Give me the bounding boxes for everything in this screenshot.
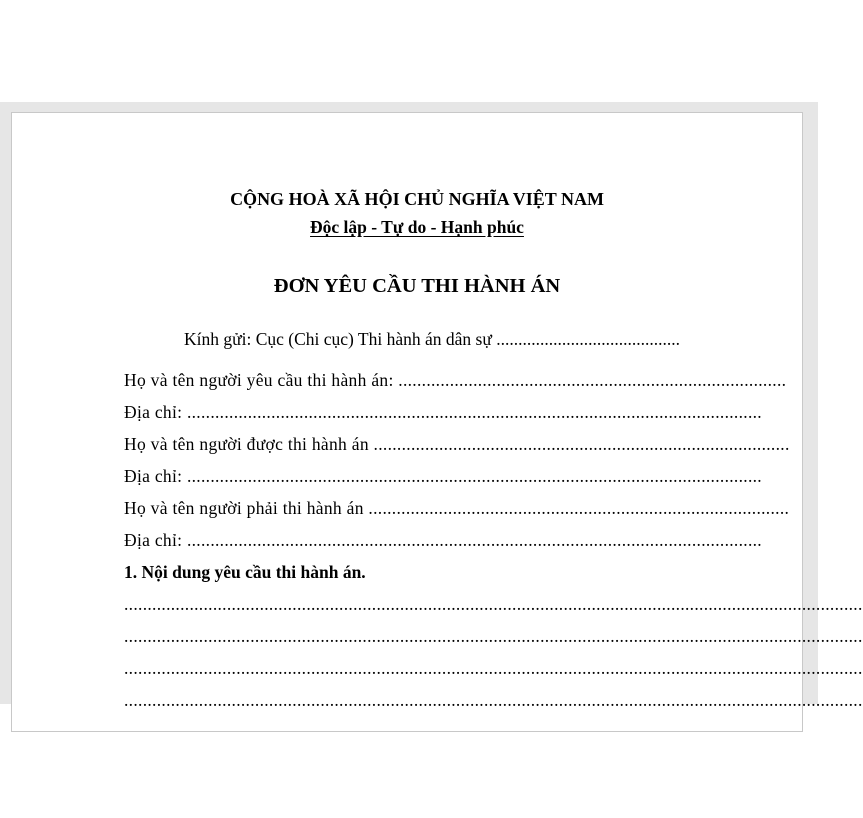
beneficiary-name-field: Họ và tên người được thi hành án ......................................................................................... [124,434,790,454]
dotted-line: .............................................................................................................................................................. [124,690,863,710]
requester-address-field: Địa chỉ: ........................................................................................................................... [124,402,762,422]
dotted-line: .............................................................................................................................................................. [124,658,863,678]
recipient-line: Kính gửi: Cục (Chi cục) Thi hành án dân sự .......................................... [184,329,680,349]
document-viewer[interactable] [0,102,863,710]
obligor-address-field: Địa chỉ: ........................................................................................................................... [124,530,762,550]
document-page [11,112,863,732]
requester-name-field: Họ và tên người yêu cầu thi hành án: ................................................................................... [124,370,787,390]
section-1-heading: 1. Nội dung yêu cầu thi hành án. [124,562,366,582]
beneficiary-address-field: Địa chỉ: ........................................................................................................................... [124,466,762,486]
dotted-line: .............................................................................................................................................................. [124,626,863,646]
obligor-name-field: Họ và tên người phải thi hành án .......................................................................................... [124,498,790,518]
country-heading: CỘNG HOÀ XÃ HỘI CHỦ NGHĨA VIỆT NAM [230,189,604,209]
motto-text: Độc lập - Tự do - Hạnh phúc [310,217,524,237]
dotted-line: .............................................................................................................................................................. [124,594,863,614]
motto-line [22,217,812,237]
document-title: ĐƠN YÊU CẦU THI HÀNH ÁN [273,275,561,297]
